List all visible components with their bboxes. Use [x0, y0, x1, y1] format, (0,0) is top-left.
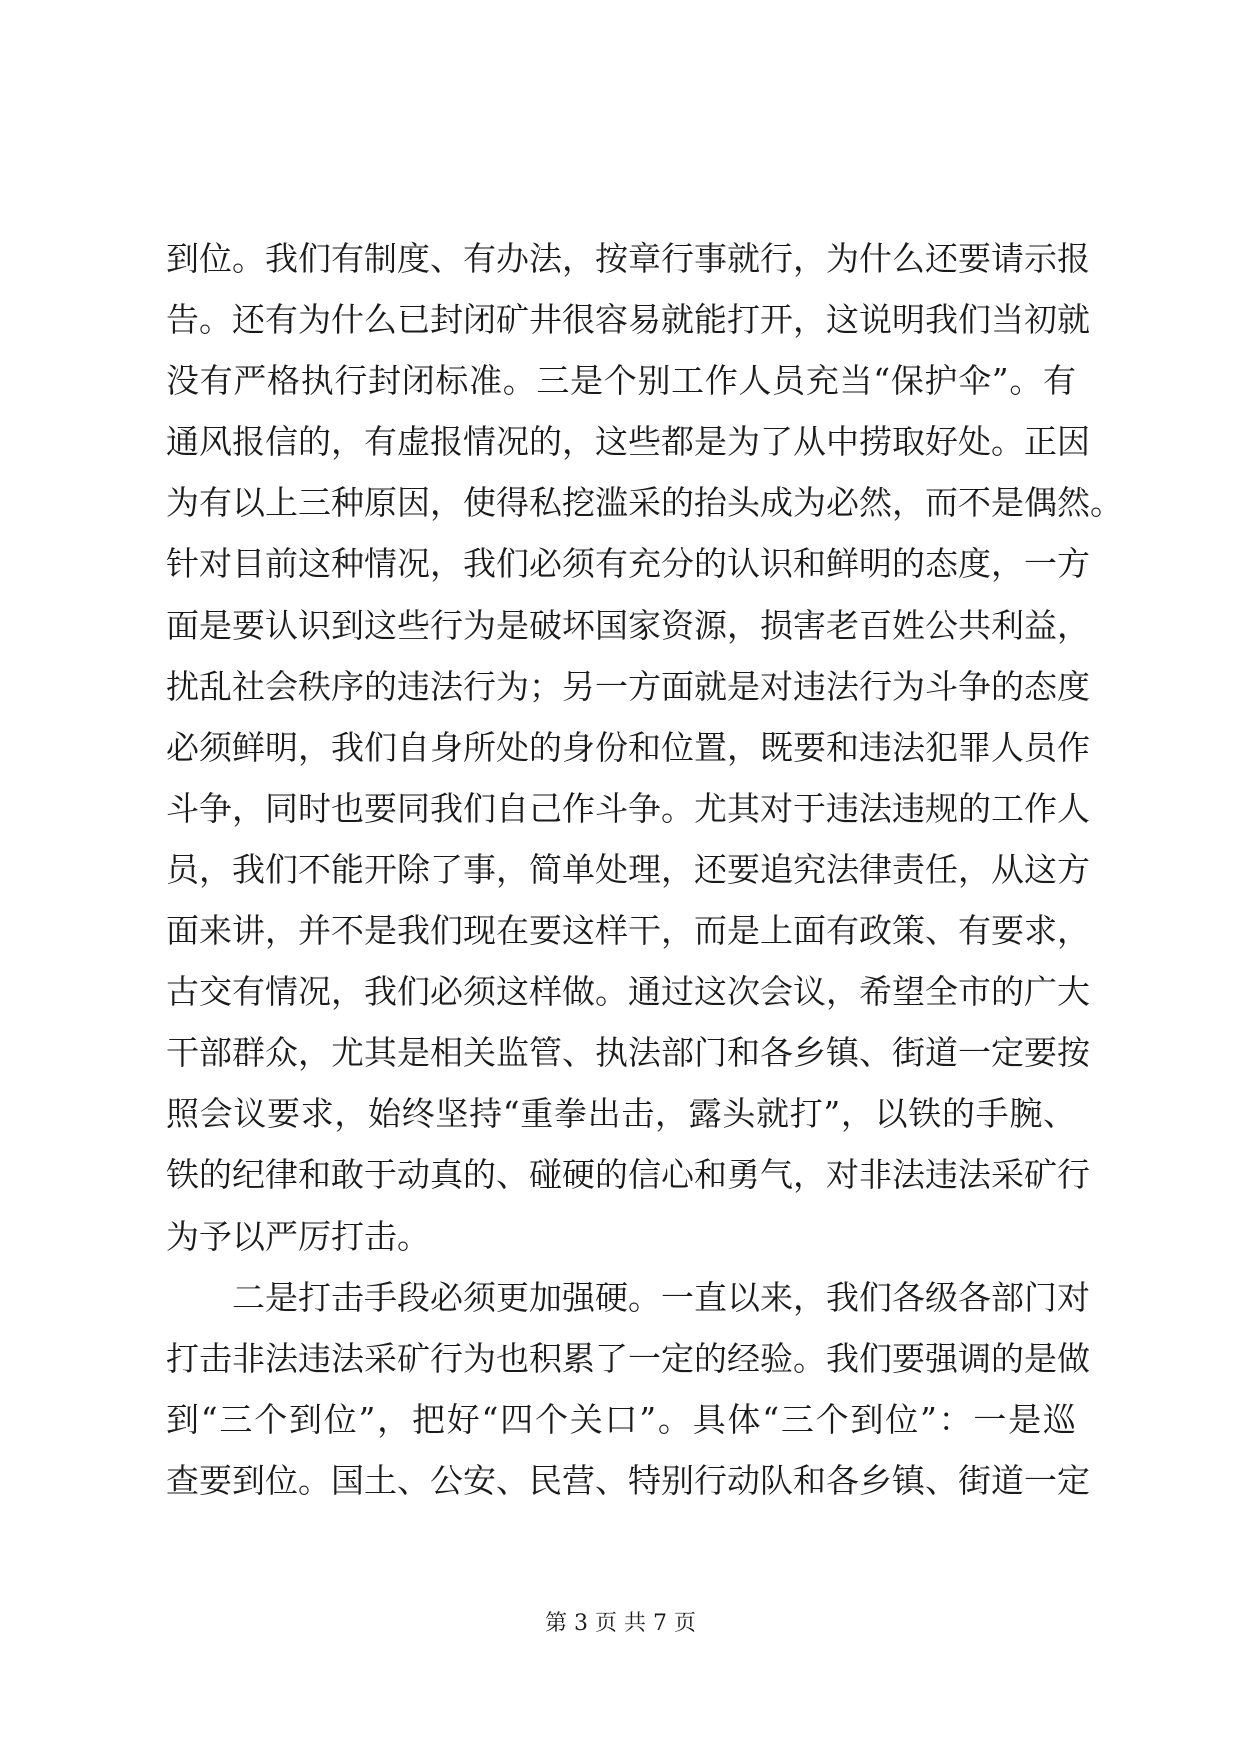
text-line: 面是要认识到这些行为是破坏国家资源，损害老百姓公共利益，: [166, 605, 1090, 645]
page-footer: [0, 1609, 1241, 1639]
text-line: 为予以严厉打击。: [166, 1216, 430, 1256]
body-text: [166, 228, 1123, 1511]
text-line: 员，我们不能开除了事，简单处理，还要追究法律责任，从这方: [166, 849, 1090, 889]
paragraph-first-line: 二是打击手段必须更加强硬。一直以来，我们各级各部门对: [232, 1277, 1090, 1317]
text-line: 打击非法违法采矿行为也积累了一定的经验。我们要强调的是做: [166, 1338, 1090, 1378]
text-line: 到“三个到位”，把好“四个关口”。具体“三个到位”：一是巡: [166, 1399, 1076, 1439]
text-line: 面来讲，并不是我们现在要这样干，而是上面有政策、有要求，: [166, 911, 1090, 951]
text-line: 斗争，同时也要同我们自己作斗争。尤其对于违法违规的工作人: [166, 788, 1090, 828]
text-line: 告。还有为什么已封闭矿井很容易就能打开，这说明我们当初就: [166, 300, 1090, 340]
text-line: 古交有情况，我们必须这样做。通过这次会议，希望全市的广大: [166, 972, 1090, 1012]
text-line: 铁的纪律和敢于动真的、碰硬的信心和勇气，对非法违法采矿行: [166, 1155, 1090, 1195]
page-number-label: 第 3 页 共 7 页: [545, 1611, 696, 1636]
text-line: 针对目前这种情况，我们必须有充分的认识和鲜明的态度，一方: [166, 544, 1090, 584]
text-line: 为有以上三种原因，使得私挖滥采的抬头成为必然，而不是偶然。: [166, 483, 1123, 523]
text-line: 到位。我们有制度、有办法，按章行事就行，为什么还要请示报: [166, 239, 1090, 278]
text-line: 扰乱社会秩序的违法行为；另一方面就是对违法行为斗争的态度: [166, 666, 1090, 706]
text-line: 照会议要求，始终坚持“重拳出击，露头就打”，以铁的手腕、: [166, 1094, 1076, 1134]
text-line: 干部群众，尤其是相关监管、执法部门和各乡镇、街道一定要按: [166, 1033, 1090, 1073]
text-line: 查要到位。国土、公安、民营、特别行动队和各乡镇、街道一定: [166, 1460, 1090, 1500]
text-line: 没有严格执行封闭标准。三是个别工作人员充当“保护伞”。有: [166, 361, 1076, 401]
text-line: 必须鲜明，我们自身所处的身份和位置，既要和违法犯罪人员作: [166, 727, 1090, 767]
text-line: 通风报信的，有虚报情况的，这些都是为了从中捞取好处。正因: [166, 422, 1090, 462]
